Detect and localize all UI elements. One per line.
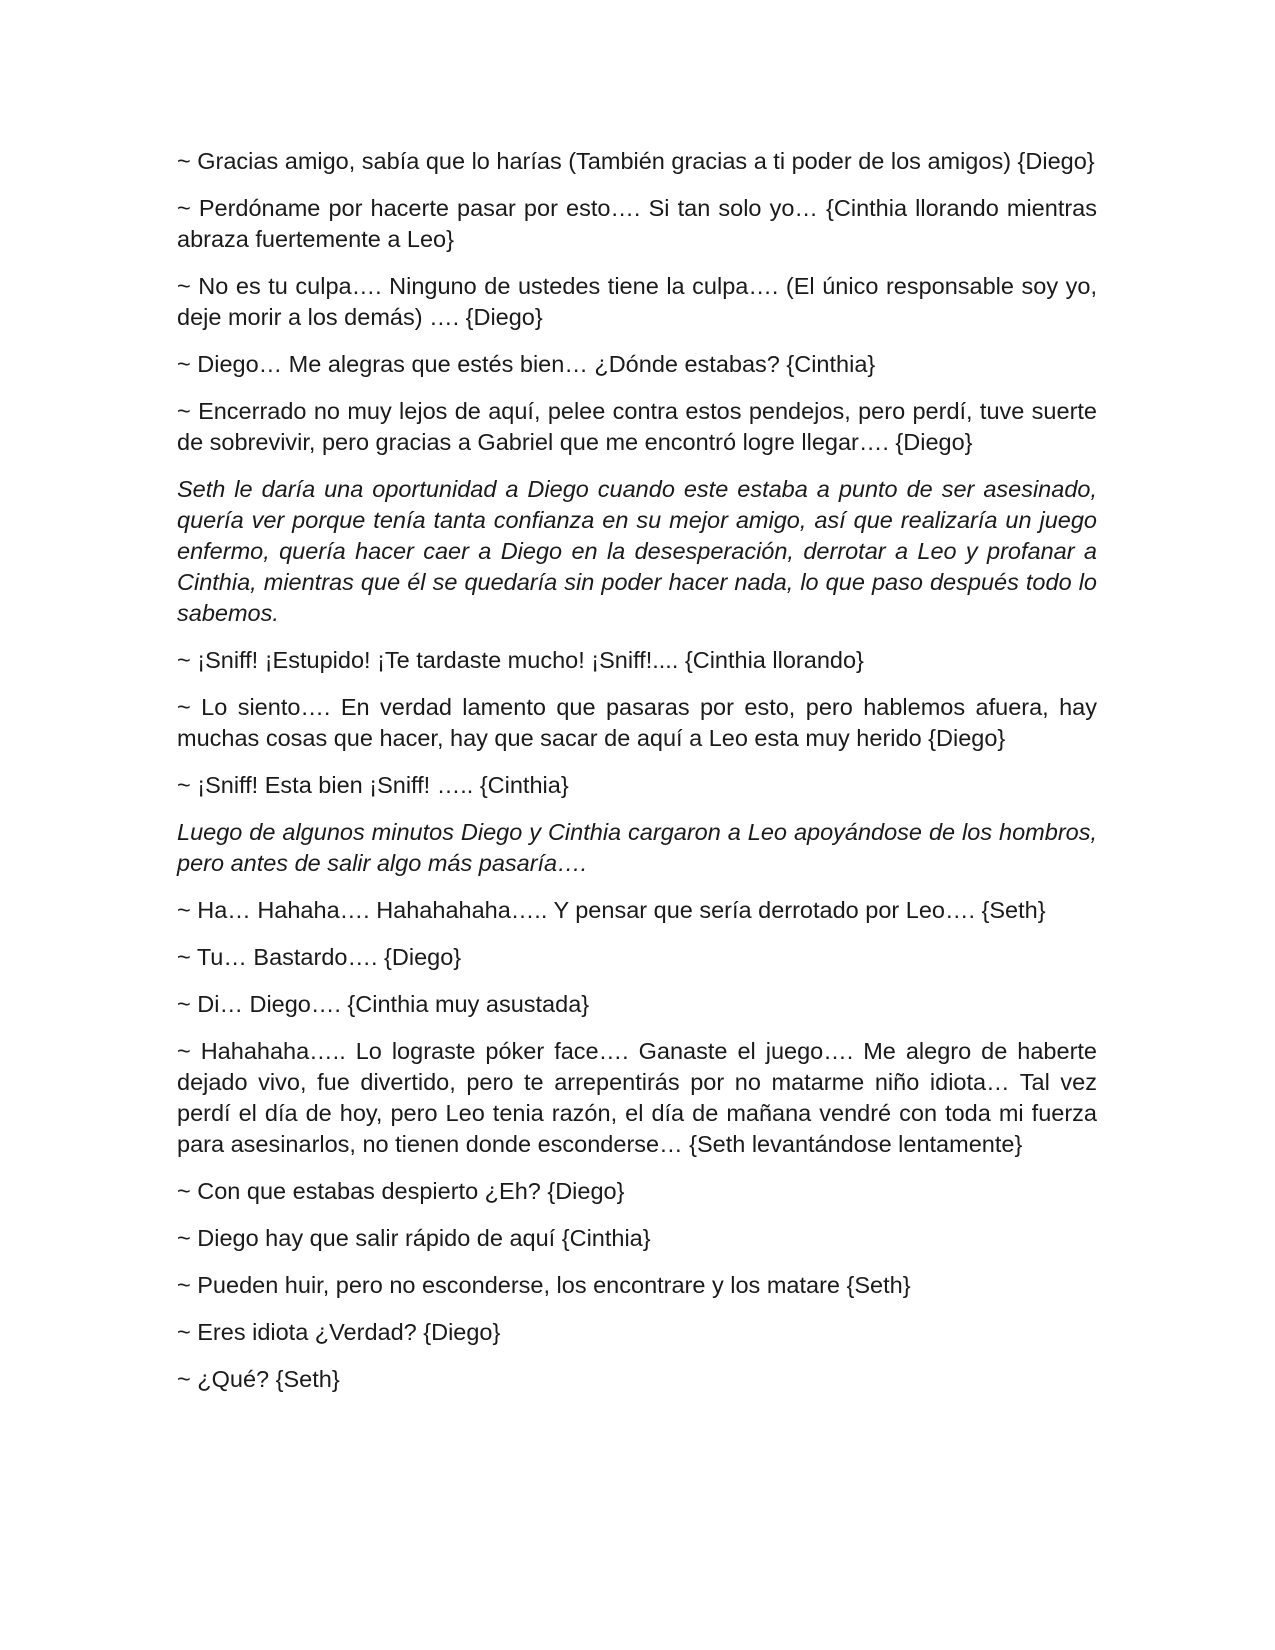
paragraph-dialogue: ~ Diego… Me alegras que estés bien… ¿Dónde estabas? {Cinthia}: [177, 351, 876, 377]
paragraph-dialogue: ~ ¡Sniff! ¡Estupido! ¡Te tardaste mucho! ¡Sniff!.... {Cinthia llorando}: [177, 647, 864, 673]
paragraph-dialogue: ~ Ha… Hahaha…. Hahahahaha….. Y pensar que sería derrotado por Leo…. {Seth}: [177, 897, 1046, 923]
paragraph-dialogue: ~ Eres idiota ¿Verdad? {Diego}: [177, 1319, 501, 1345]
document-body: [177, 146, 1097, 1411]
paragraph-dialogue: ~ Gracias amigo, sabía que lo harías (También gracias a ti poder de los amigos) {Diego}: [177, 148, 1095, 174]
paragraph-dialogue: ~ Con que estabas despierto ¿Eh? {Diego}: [177, 1178, 625, 1204]
paragraph-dialogue: ~ ¡Sniff! Esta bien ¡Sniff! ….. {Cinthia}: [177, 772, 569, 798]
paragraph-dialogue: ~ No es tu culpa…. Ninguno de ustedes tiene la culpa…. (El único responsable soy yo, deje morir a los demás) …. {Diego}: [177, 273, 1097, 330]
paragraph-dialogue: ~ Lo siento…. En verdad lamento que pasaras por esto, pero hablemos afuera, hay muchas cosas que hacer, hay que sacar de aquí a Leo esta muy herido {Diego}: [177, 694, 1097, 751]
paragraph-dialogue: ~ Tu… Bastardo…. {Diego}: [177, 944, 462, 970]
paragraph-dialogue: ~ Di… Diego…. {Cinthia muy asustada}: [177, 991, 590, 1017]
paragraph-dialogue: ~ Diego hay que salir rápido de aquí {Cinthia}: [177, 1225, 651, 1251]
paragraph-dialogue: ~ Perdóname por hacerte pasar por esto…. Si tan solo yo… {Cinthia llorando mientras abraza fuertemente a Leo}: [177, 195, 1097, 252]
paragraph-narration: Luego de algunos minutos Diego y Cinthia cargaron a Leo apoyándose de los hombros, pero antes de salir algo más pasaría….: [177, 819, 1097, 876]
paragraph-narration: Seth le daría una oportunidad a Diego cuando este estaba a punto de ser asesinado, quería ver porque tenía tanta confianza en su mejor amigo, así que realizaría un juego enfermo, quería hacer caer a Diego en la desesperación, derrotar a Leo y profanar a Cinthia, mientras que él se quedaría sin poder hacer nada, lo que paso después todo lo sabemos.: [177, 476, 1097, 626]
paragraph-dialogue: ~ Encerrado no muy lejos de aquí, pelee contra estos pendejos, pero perdí, tuve suerte de sobrevivir, pero gracias a Gabriel que me encontró logre llegar…. {Diego}: [177, 398, 1097, 455]
paragraph-dialogue: ~ ¿Qué? {Seth}: [177, 1366, 340, 1392]
paragraph-dialogue: ~ Hahahaha….. Lo lograste póker face…. Ganaste el juego…. Me alegro de haberte dejado vivo, fue divertido, pero te arrepentirás por no matarme niño idiota… Tal vez perdí el día de hoy, pero Leo tenia razón, el día de mañana vendré con toda mi fuerza para asesinarlos, no tienen donde esconderse… {Seth levantándose lentamente}: [177, 1038, 1097, 1157]
paragraph-dialogue: ~ Pueden huir, pero no esconderse, los encontrare y los matare {Seth}: [177, 1272, 911, 1298]
